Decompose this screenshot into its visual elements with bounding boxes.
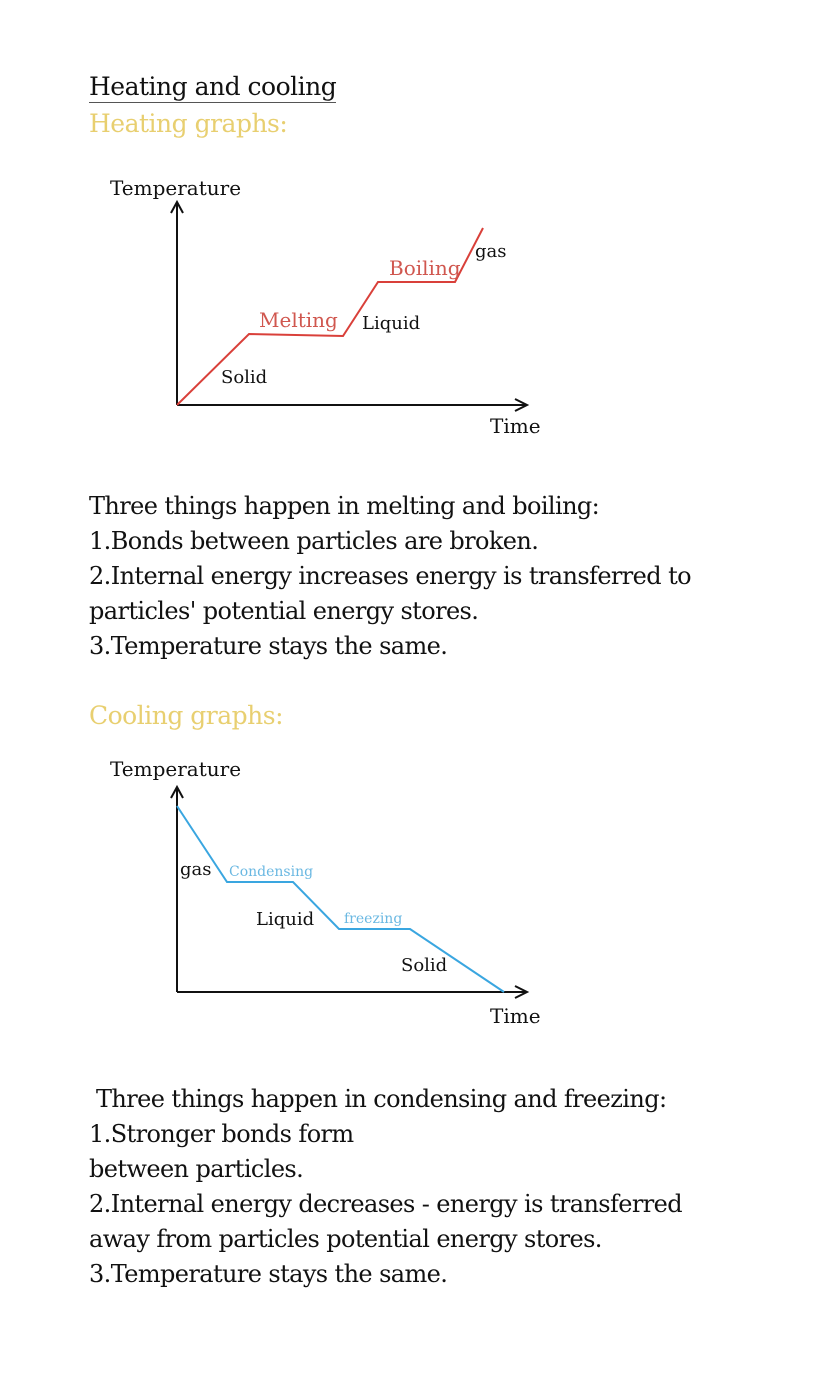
boiling-label: Boiling — [389, 256, 461, 280]
heating-line-2: 2.Internal energy increases energy is transferred to — [89, 562, 691, 590]
y-axis-label: Temperature — [110, 757, 242, 781]
x-axis-label: Time — [490, 414, 541, 438]
cooling-curve — [177, 806, 504, 992]
y-axis-label: Temperature — [110, 176, 242, 200]
freezing-label: freezing — [344, 911, 403, 927]
cooling-line-5: 3.Temperature stays the same. — [89, 1260, 448, 1288]
cooling-axes — [171, 787, 527, 998]
page-title: Heating and cooling — [89, 72, 337, 101]
x-axis-label: Time — [490, 1004, 541, 1028]
heating-line-3: particles' potential energy stores. — [89, 597, 479, 625]
heating-intro: Three things happen in melting and boiling: — [89, 492, 600, 520]
liquid-label: Liquid — [362, 313, 421, 334]
solid-label: Solid — [401, 955, 448, 976]
cooling-line-1: 1.Stronger bonds form — [89, 1120, 354, 1148]
gas-label: gas — [180, 859, 212, 880]
gas-label: gas — [475, 241, 507, 262]
heating-line-4: 3.Temperature stays the same. — [89, 632, 448, 660]
cooling-line-2: between particles. — [89, 1155, 304, 1183]
liquid-label: Liquid — [256, 909, 315, 930]
cooling-intro: Three things happen in condensing and freezing: — [89, 1085, 667, 1113]
cooling-graphs-heading: Cooling graphs: — [89, 701, 283, 730]
cooling-line-3: 2.Internal energy decreases - energy is transferred — [89, 1190, 683, 1218]
solid-label: Solid — [221, 367, 268, 388]
melting-label: Melting — [259, 308, 338, 332]
cooling-line-4: away from particles potential energy stores. — [89, 1225, 602, 1253]
heating-graphs-heading: Heating graphs: — [89, 109, 288, 138]
condensing-label: Condensing — [229, 864, 314, 880]
heating-line-1: 1.Bonds between particles are broken. — [89, 527, 539, 555]
cooling-explanation — [89, 1082, 682, 1292]
